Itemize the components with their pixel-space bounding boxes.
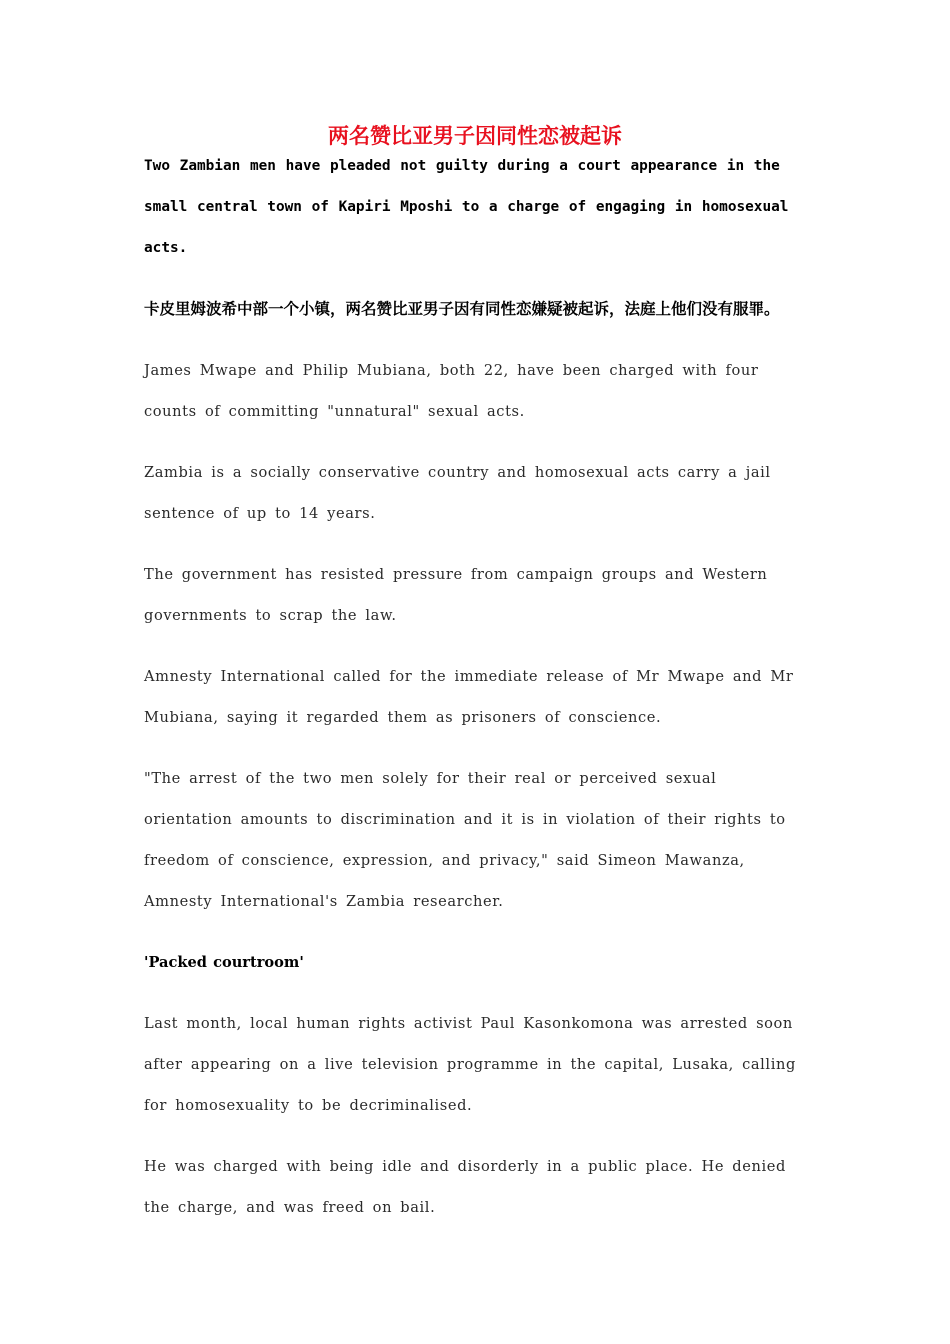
article-paragraph: Zambia is a socially conservative country and homosexual acts carry a jail sentence of up to 14 years. — [144, 464, 771, 522]
article-paragraph: He was charged with being idle and disorderly in a public place. He denied the charge, and was freed on bail. — [144, 1158, 786, 1216]
intro-english-paragraph: Two Zambian men have pleaded not guilty during a court appearance in the small central town of Kapiri Mposhi to a charge of engaging in homosexual acts. — [144, 158, 789, 256]
intro-chinese-paragraph: 卡皮里姆波希中部一个小镇，两名赞比亚男子因有同性恋嫌疑被起诉，法庭上他们没有服罪。 — [144, 300, 780, 318]
article-paragraph: Last month, local human rights activist Paul Kasonkomona was arrested soon after appearing on a live television programme in the capital, Lusaka, calling for homosexuality to be decriminalised. — [144, 1015, 796, 1114]
article-body — [144, 146, 812, 1248]
section-subheading: 'Packed courtroom' — [144, 954, 304, 971]
article-paragraph: "The arrest of the two men solely for their real or perceived sexual orientation amounts to discrimination and it is in violation of their rights to freedom of conscience, expression, and privacy," said Simeon Mawanza, Amnesty International's Zambia researcher. — [144, 770, 786, 910]
article-paragraph: The government has resisted pressure from campaign groups and Western governments to scrap the law. — [144, 566, 768, 624]
article-paragraph: Amnesty International called for the immediate release of Mr Mwape and Mr Mubiana, saying it regarded them as prisoners of conscience. — [144, 668, 794, 726]
article-paragraph: James Mwape and Philip Mubiana, both 22, have been charged with four counts of committing "unnatural" sexual acts. — [144, 362, 759, 420]
document-title: 两名赞比亚男子因同性恋被起诉 — [328, 124, 622, 148]
